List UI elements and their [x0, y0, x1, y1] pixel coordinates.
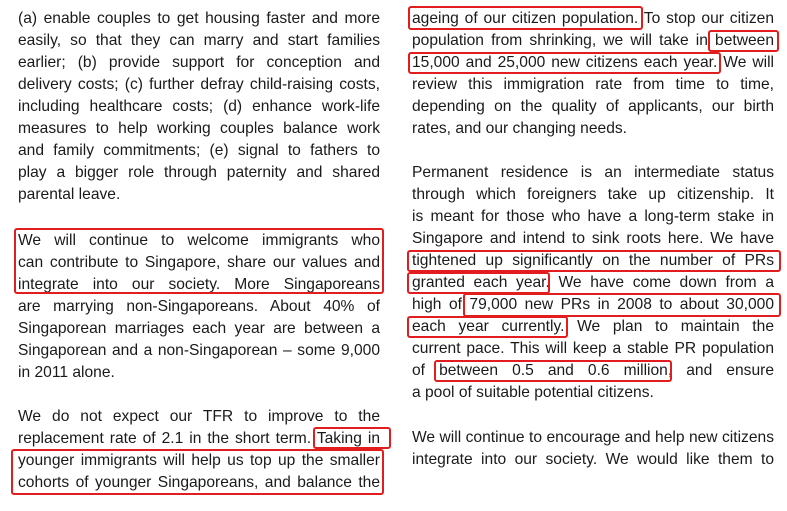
text-line: a pool of suitable potential citizens.: [412, 384, 654, 401]
text-line: Singaporean marriages each year are between a: [18, 320, 380, 337]
text-line: high of 79,000 new PRs in 2008 to about 30,000: [412, 296, 774, 313]
text-line: tightened up significantly on the number of PRs: [412, 252, 774, 269]
text-line: each year currently. We plan to maintain the: [412, 318, 774, 335]
text-line: We will continue to encourage and help new citizens: [412, 429, 774, 446]
text-line: current pace. This will keep a stable PR population: [412, 340, 774, 357]
text-line: delivery costs; (c) further defray child-raising costs,: [18, 76, 380, 93]
text-line: depending on the quality of applicants, our birth: [412, 98, 774, 115]
text-line: We do not expect our TFR to improve to the: [18, 408, 380, 425]
text-line: measures to help working couples balance work: [18, 120, 380, 137]
text-line: integrate into our society. We would like them to: [412, 451, 774, 468]
text-line: of between 0.5 and 0.6 million, and ensure: [412, 362, 774, 379]
text-line: 15,000 and 25,000 new citizens each year. We will: [412, 54, 774, 71]
text-line: is meant for those who have a long-term stake in: [412, 208, 774, 225]
text-line: earlier; (b) provide support for conception and: [18, 54, 380, 71]
text-line: We will continue to welcome immigrants who: [18, 232, 380, 249]
text-line: younger immigrants will help us top up the smaller: [18, 452, 380, 469]
text-line: easily, so that they can marry and start families: [18, 32, 380, 49]
text-line: and family commitments; (e) signal to fathers to: [18, 142, 380, 159]
text-line: review this immigration rate from time to time,: [412, 76, 774, 93]
text-line: granted each year. We have come down from a: [412, 274, 774, 291]
text-line: ageing of our citizen population. To stop our citizen: [412, 10, 774, 27]
text-line: rates, and our changing needs.: [412, 120, 628, 137]
text-line: (a) enable couples to get housing faster and more: [18, 10, 380, 27]
text-line: Singapore and intend to sink roots here. We have: [412, 230, 774, 247]
text-line: parental leave.: [18, 186, 121, 203]
text-line: integrate into our society. More Singaporeans: [18, 276, 380, 293]
text-line: through which foreigners take up citizenship. It: [412, 186, 774, 203]
text-line: play a bigger role through paternity and shared: [18, 164, 380, 181]
text-line: replacement rate of 2.1 in the short term. Taking in: [18, 430, 380, 447]
text-line: Permanent residence is an intermediate status: [412, 164, 774, 181]
text-line: population from shrinking, we will take in between: [412, 32, 774, 49]
text-line: including healthcare costs; (d) enhance work-life: [18, 98, 380, 115]
text-line: Singaporean and a non-Singaporean – some 9,000: [18, 342, 380, 359]
text-line: in 2011 alone.: [18, 364, 115, 381]
text-line: can contribute to Singapore, share our values and: [18, 254, 380, 271]
text-line: are marrying non-Singaporeans. About 40% of: [18, 298, 380, 315]
text-line: cohorts of younger Singaporeans, and balance the: [18, 474, 380, 491]
